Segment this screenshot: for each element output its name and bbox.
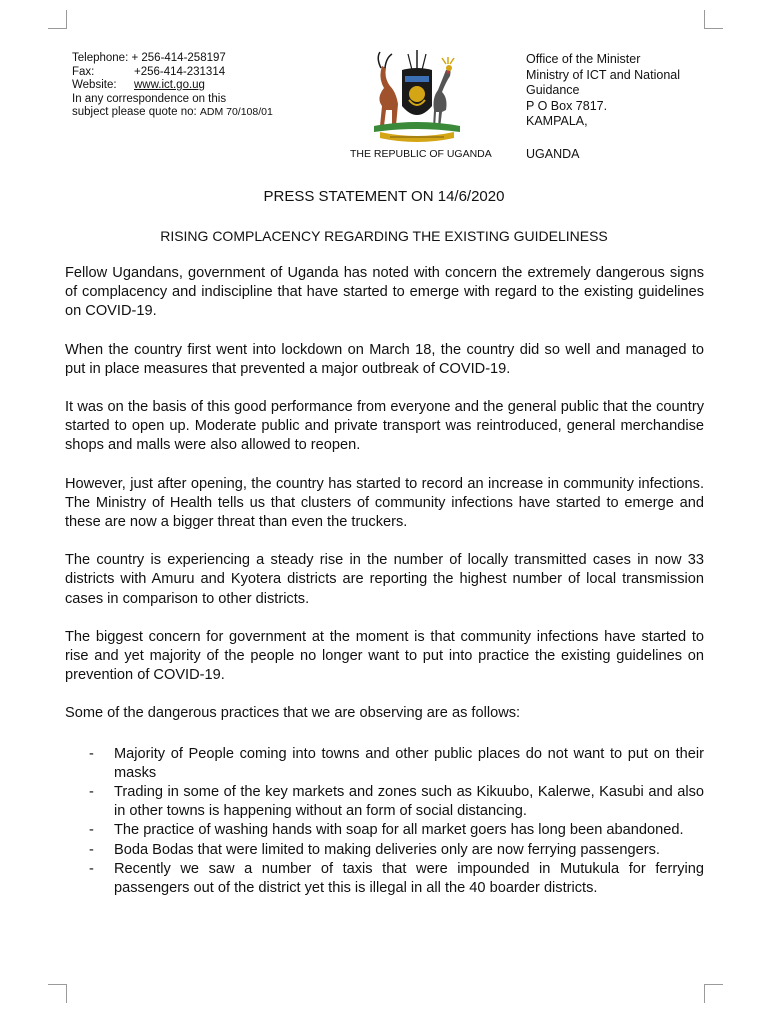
practices-list xyxy=(65,745,704,899)
list-item-text: Recently we saw a number of taxis that were impounded in Mutukula for ferrying passengers out of the district yet this is illegal in all the 40 boarder districts. xyxy=(114,860,704,897)
paragraph: Fellow Ugandans, government of Uganda has noted with concern the extremely dangerous signs of complacency and indiscipline that have started to emerge with regard to the existing guidelines on COVID-19. xyxy=(65,265,704,320)
bullet-dash: - xyxy=(89,860,94,877)
paragraph: However, just after opening, the country has started to record an increase in community infections. The Ministry of Health tells us that clusters of community infections have started to emerge and these are now a bigger threat than even the truckers. xyxy=(65,475,704,531)
bullet-dash: - xyxy=(89,822,94,839)
correspondence-line-1: In any correspondence on this xyxy=(72,92,227,105)
list-item-text: Majority of People coming into towns and other public places do not want to put on their masks xyxy=(114,745,704,781)
correspondence-line-2 xyxy=(72,106,273,120)
website-line xyxy=(72,79,273,93)
statement-body xyxy=(65,264,704,898)
list-item-text: The practice of washing hands with soap for all market goers has long been abandoned. xyxy=(114,822,684,839)
correspondence-prefix: subject please quote no: xyxy=(72,106,200,118)
crop-mark-bottom-right xyxy=(704,984,723,1003)
press-statement-title: PRESS STATEMENT ON 14/6/2020 xyxy=(263,188,505,205)
office-address xyxy=(526,52,716,162)
paragraph: It was on the basis of this good performance from everyone and the general public that the country started to open up. Moderate public and private transport was reintroduced, general merchandise shops and malls were also allowed to reopen. xyxy=(65,399,704,454)
coat-of-arms-icon xyxy=(362,48,472,144)
fax-line xyxy=(72,66,273,80)
fax-label: Fax: xyxy=(72,65,95,78)
list-item xyxy=(65,821,704,840)
office-country: UGANDA xyxy=(526,146,580,161)
paragraph: When the country first went into lockdown on March 18, the country did so well and managed to put in place measures that prevented a major outbreak of COVID-19. xyxy=(65,341,704,377)
list-item xyxy=(65,841,704,860)
fax-value: +256-414-231314 xyxy=(134,65,226,78)
office-line: P O Box 7817. xyxy=(526,98,608,113)
paragraph: The country is experiencing a steady rise in the number of locally transmitted cases in now 33 districts with Amuru and Kyotera districts are reporting the highest number of local transmission cases in comparison to other districts. xyxy=(65,552,704,607)
bullet-dash: - xyxy=(89,841,94,858)
office-line: Guidance xyxy=(526,83,580,97)
telephone-line: Telephone: + 256-414-258197 xyxy=(72,52,226,64)
list-item-text: Trading in some of the key markets and zones such as Kikuubo, Kalerwe, Kasubi and also in other towns is happening without an form of social distancing. xyxy=(114,784,704,820)
list-item-text: Boda Bodas that were limited to making deliveries only are now ferrying passengers. xyxy=(114,841,660,858)
office-line: Office of the Minister xyxy=(526,52,641,66)
bullet-dash: - xyxy=(89,784,94,801)
contact-block xyxy=(72,52,273,120)
list-item xyxy=(65,860,704,898)
list-item xyxy=(65,783,704,821)
paragraph: Some of the dangerous practices that we are observing are as follows: xyxy=(65,705,521,722)
website-link[interactable]: www.ict.go.ug xyxy=(134,79,205,91)
paragraph: The biggest concern for government at the moment is that community infections have started to rise and yet majority of the people no longer want to put into practice the existing guidelines on prevention of COVID-19. xyxy=(65,628,704,684)
office-line: Ministry of ICT and National xyxy=(526,67,680,82)
crop-mark-top-right xyxy=(704,10,723,29)
correspondence-ref: ADM 70/108/01 xyxy=(199,106,273,118)
bullet-dash: - xyxy=(89,745,94,762)
crop-mark-bottom-left xyxy=(48,984,67,1003)
list-item xyxy=(65,745,704,783)
office-line: KAMPALA, xyxy=(526,114,588,128)
republic-label: THE REPUBLIC OF UGANDA xyxy=(350,148,492,160)
crop-mark-top-left xyxy=(48,10,67,29)
statement-subtitle: RISING COMPLACENCY REGARDING THE EXISTING GUIDELINESS xyxy=(160,228,608,244)
website-label: Website: xyxy=(72,79,117,91)
